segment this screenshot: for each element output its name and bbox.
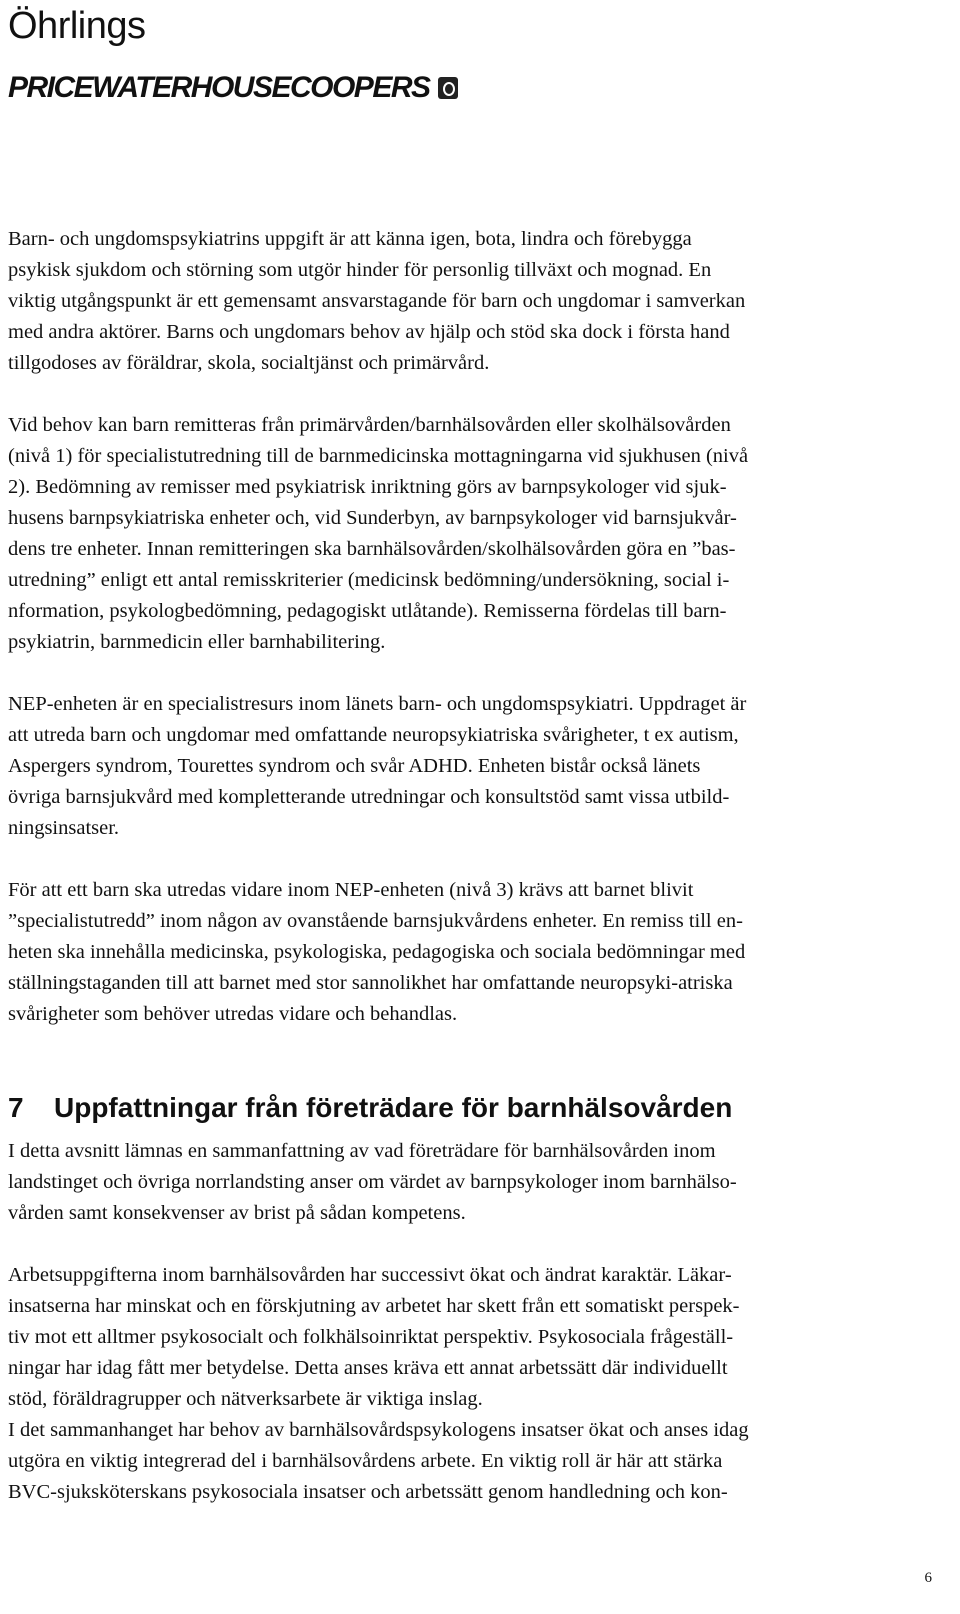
paragraph-nep-referral: För att ett barn ska utredas vidare inom NEP-enheten (nivå 3) krävs att barnet blivit ”specialistutredd” inom någon av ovanstående barnsjukvårdens enheter. En remiss till en- heten ska innehålla medicinska, psykologiska, pedagogiska och sociala bedömningar med ställningstaganden till att barnet med stor sannolikhet har omfattande neuropsyki-atriska svårigheter som behöver utredas vidare och behandlas.: [8, 879, 746, 1025]
section-title: Uppfattningar från företrädare för barnhälsovården: [54, 1092, 733, 1123]
logo-firm-name: [8, 68, 458, 108]
document-body: [8, 224, 930, 1508]
paragraph-section-intro: I detta avsnitt lämnas en sammanfattning av vad företrädare för barnhälsovården inom landstinget och övriga norrlandsting anser om värdet av barnpsykologer inom barnhälso- vården samt konsekvenser av brist på sådan kompetens.: [8, 1140, 737, 1224]
section-number: 7: [8, 1092, 24, 1123]
paragraph-referral: Vid behov kan barn remitteras från primärvården/barnhälsovården eller skolhälsovården (nivå 1) för specialistutredning till de barnmedicinska mottagningarna vid sjukhusen (nivå 2). Bedömning av remisser med psykiatrisk inriktning görs av barnpsykologer vid sjuk- husens barnpsykiatriska enheter och, vid Sunderbyn, av barnpsykologer vid barnsjukvår- dens tre enheter. Innan remitteringen ska barnhälsovården/skolhälsovården göra en ”bas- utredning” enligt ett antal remisskriterier (medicinsk bedömning/undersökning, social i- nformation, psykologbedömning, pedagogiskt utlåtande). Remisserna fördelas till barn- psykiatrin, barnmedicin eller barnhabilitering.: [8, 414, 749, 653]
registered-mark-icon: [438, 77, 458, 99]
logo-company-name: Öhrlings: [8, 5, 146, 47]
section-heading: [8, 1088, 930, 1128]
paragraph-work-tasks: Arbetsuppgifterna inom barnhälsovården har successivt ökat och ändrat karaktär. Läkar- insatserna har minskat och en förskjutning av arbetet har skett från ett somatiskt perspek- tiv mot ett alltmer psykosocialt och folkhälsoinriktat perspektiv. Psykosociala frågeställ- ningar har idag fått mer betydelse. Detta anses kräva ett annat arbetssätt där individuellt stöd, föräldragrupper och nätverksarbete är viktiga inslag. I det sammanhanget har behov av barnhälsovårdspsykologens insatser ökat och anses idag utgöra en viktig integrerad del i barnhälsovårdens arbete. En viktig roll är här att stärka BVC-sjuksköterskans psykosociala insatser och arbetssätt genom handledning och kon-: [8, 1264, 749, 1503]
paragraph-purpose: Barn- och ungdomspsykiatrins uppgift är att känna igen, bota, lindra och förebygga psykisk sjukdom och störning som utgör hinder för personlig tillväxt och mognad. En viktig utgångspunkt är ett gemensamt ansvarstagande för barn och ungdomar i samverkan med andra aktörer. Barns och ungdomars behov av hjälp och stöd ska dock i första hand tillgodoses av föräldrar, skola, socialtjänst och primärvård.: [8, 228, 746, 374]
company-logo: [8, 4, 458, 108]
paragraph-nep-unit: NEP-enheten är en specialistresurs inom länets barn- och ungdomspsykiatri. Uppdraget är att utreda barn och ungdomar med omfattande neuropsykiatriska svårigheter, t ex autism, Aspergers syndrom, Tourettes syndrom och svår ADHD. Enheten bistår också länets övriga barnsjukvård med kompletterande utredningar och konsultstöd samt vissa utbild- ningsinsatser.: [8, 693, 747, 839]
logo-firm-text: PRICEWATERHOUSECOOPERS: [8, 71, 430, 104]
page-number: 6: [924, 1570, 932, 1586]
